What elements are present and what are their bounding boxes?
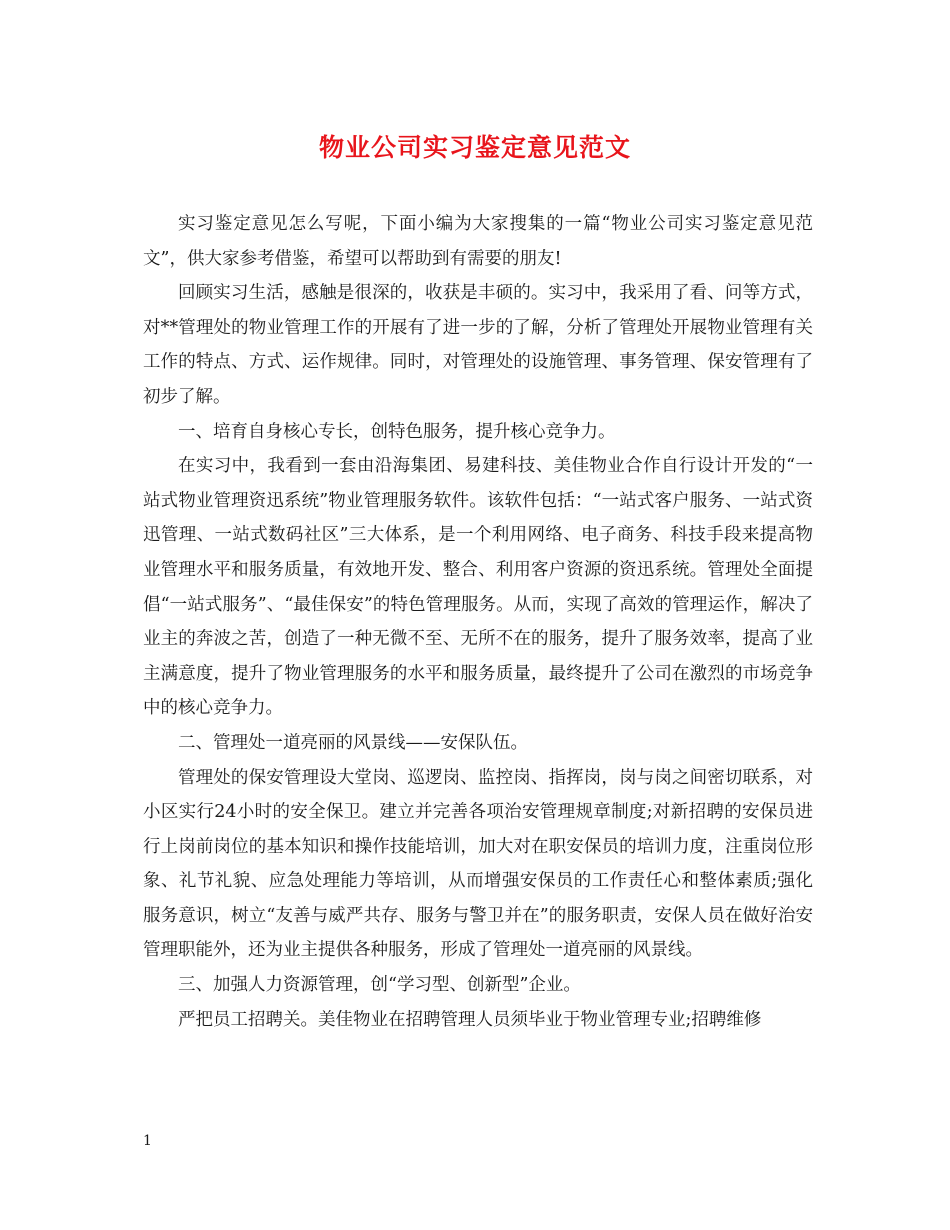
section-heading-2: 二、管理处一道亮丽的风景线——安保队伍。 [178, 732, 528, 753]
document-body [143, 207, 813, 1037]
section-heading-1: 一、培育自身核心专长，创特色服务，提升核心竞争力。 [178, 421, 616, 442]
paragraph-intro: 实习鉴定意见怎么写呢，下面小编为大家搜集的一篇“物业公司实习鉴定意见范文”，供大家参考借鉴，希望可以帮助到有需要的朋友! [143, 214, 813, 269]
paragraph-security: 管理处的保安管理设大堂岗、巡逻岗、监控岗、指挥岗，岗与岗之间密切联系，对小区实行24小时的安全保卫。建立并完善各项治安管理规章制度;对新招聘的安保员进行上岗前岗位的基本知识和操作技能培训，加大对在职安保员的培训力度，注重岗位形象、礼节礼貌、应急处理能力等培训，从而增强安保员的工作责任心和整体素质;强化服务意识，树立“友善与威严共存、服务与警卫并在”的服务职责，安保人员在做好治安管理职能外，还为业主提供各种服务，形成了管理处一道亮丽的风景线。 [143, 767, 813, 961]
section-heading-3: 三、加强人力资源管理，创“学习型、创新型”企业。 [178, 975, 581, 996]
paragraph-review: 回顾实习生活，感触是很深的，收获是丰硕的。实习中，我采用了看、问等方式，对**管理处的物业管理工作的开展有了进一步的了解，分析了管理处开展物业管理有关工作的特点、方式、运作规律。同时，对管理处的设施管理、事务管理、保安管理有了初步了解。 [143, 283, 813, 407]
page-number: 1 [143, 1133, 152, 1149]
document-title: 物业公司实习鉴定意见范文 [318, 133, 631, 162]
paragraph-recruitment: 严把员工招聘关。美佳物业在招聘管理人员须毕业于物业管理专业;招聘维修 [178, 1009, 762, 1030]
paragraph-system: 在实习中，我看到一套由沿海集团、易建科技、美佳物业合作自行设计开发的“一站式物业管理资迅系统”物业管理服务软件。该软件包括：“一站式客户服务、一站式资迅管理、一站式数码社区”三大体系，是一个利用网络、电子商务、科技手段来提高物业管理水平和服务质量，有效地开发、整合、利用客户资源的资迅系统。管理处全面提倡“一站式服务”、“最佳保安”的特色管理服务。从而，实现了高效的管理运作，解决了业主的奔波之苦，创造了一种无微不至、无所不在的服务，提升了服务效率，提高了业主满意度，提升了物业管理服务的水平和服务质量，最终提升了公司在激烈的市场竞争中的核心竞争力。 [143, 456, 813, 719]
